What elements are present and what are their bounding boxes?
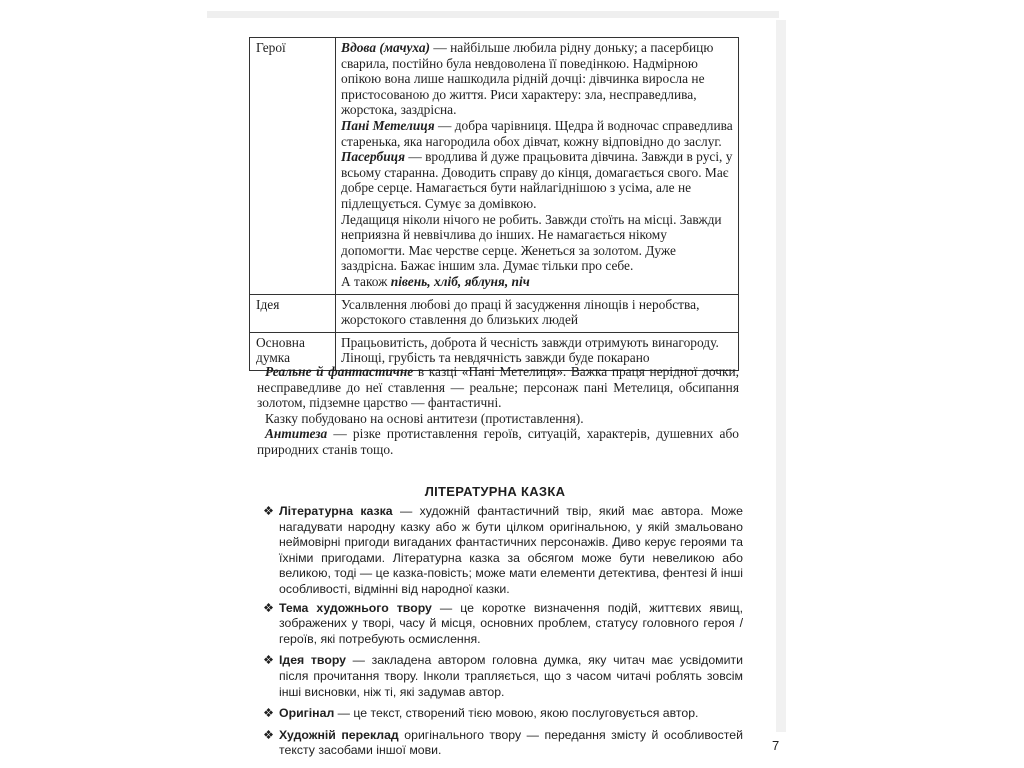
paragraph-2: Казку побудовано на основі антитези (протиставлення). [265, 410, 584, 426]
top-scroll-shadow [207, 11, 779, 18]
hero-text: — добра чарівниця. Щедра й водночас справедлива старенька, яка нагородила обох дівчат, кожну відповідно до заслуг. [341, 117, 733, 149]
definition-text: — закладена автором головна думка, яку читач має усвідомити після прочитання твору. Інколи трапляється, що з часом читачі роблять зовсім інші висновки, ніж ті, які задумав автор. [279, 653, 743, 699]
definition-term: Літературна казка [279, 504, 393, 518]
literary-definitions-list [263, 504, 743, 759]
definition-term: Художній переклад [279, 727, 399, 742]
definition-term: Тема художнього твору [279, 600, 432, 615]
hero-others-list: півень, хліб, яблуня, піч [390, 273, 530, 289]
hero-text: Ледащиця ніколи нічого не робить. Завжди стоїть на місці. Завжди неприязна й неввічлива до інших. Не намагається нікому допомогти. Має черстве серце. Женеться за золотом. Дуже заздрісна. Бажає іншим зла. Думає тільки про себе. [341, 211, 722, 274]
page-number: 7 [772, 738, 780, 753]
paragraph-1 [257, 364, 739, 411]
scrollbar-track[interactable] [776, 20, 786, 732]
diamond-bullet-icon: ❖ [263, 727, 275, 742]
hero-stepmother [341, 40, 734, 118]
idea-text: Усалвлення любові до праці й засудження лінощів і неробства, жорстокого ставлення до близьких людей [336, 294, 739, 332]
paragraph-3 [257, 426, 739, 457]
hero-text: — найбільше любила рідну доньку; а пасербицю сварила, постійно була невдоволена її поведінкою. Надмірною опікою вона лише нашкодила рідній дочці: дівчинка виросла не пристосованою до життя. Риси характеру: зла, несправедлива, жорстока, заздрісна. [341, 40, 714, 118]
heroes-description [336, 38, 739, 295]
hero-name: Пані Метелиця [341, 117, 435, 133]
definition-text: — це текст, створений тією мовою, якою послуговується автор. [334, 706, 699, 721]
hero-others [341, 274, 734, 290]
paragraph-term: Реальне й фантастичне [265, 364, 414, 379]
table-row-heroes [250, 38, 739, 295]
definition-item [263, 653, 743, 700]
diamond-bullet-icon: ❖ [263, 600, 275, 615]
diamond-bullet-icon: ❖ [263, 504, 275, 518]
row-label-idea: Ідея [250, 294, 336, 332]
row-label-heroes: Герої [250, 38, 336, 295]
hero-name: Вдова (мачуха) [341, 40, 430, 55]
definition-text: оригінального твору — передання змісту й особливостей тексту засобами іншої мови. [279, 727, 743, 758]
definition-item [263, 728, 743, 759]
hero-name: Пасербиця [341, 149, 405, 165]
hero-text: — вродлива й дуже працьовита дівчина. Завжди в русі, у всьому старанна. Доводить справу до кінця, домагається свого. Має добре серце. Намагається бути найлагіднішою з усіма, але не підлещується. Сумує за домівкою. [341, 149, 733, 211]
story-analysis-table [249, 37, 739, 371]
table-row-idea [250, 294, 739, 332]
diamond-bullet-icon: ❖ [263, 653, 275, 668]
definition-text: — художній фантастичний твір, який має автора. Може нагадувати народну казку або ж бути цілком оригінальною, у якій змальовано неймовірні пригоди вигаданих фантастичних персонажів. Диво керує героями та їхніми пригодами. Літературна казка за обсягом може бути невеликою або великою, тоді — це казка-повість; може мати елементи детектива, фентезі й інші особливості, відмінні від народної казки. [279, 504, 743, 596]
definition-item [263, 601, 743, 648]
definition-item [263, 504, 743, 598]
definition-term: Оригінал [279, 706, 335, 721]
section-title: ЛІТЕРАТУРНА КАЗКА [424, 484, 566, 499]
definition-text: — це коротке визначення подій, життєвих явищ, зображених у творі, часу й місця, основних проблем, статусу головного героя / героїв, які потребують осмислення. [279, 600, 744, 646]
row-label-main-thought: Основна думка [250, 332, 336, 370]
paragraph-term: Антитеза [265, 426, 328, 442]
real-fantastic-paragraph [257, 364, 739, 458]
diamond-bullet-icon: ❖ [263, 706, 275, 721]
hero-lazy-girl [341, 212, 734, 274]
definition-item [263, 706, 743, 722]
hero-stepdaughter [341, 149, 734, 211]
hero-metelytsia [341, 118, 734, 149]
paragraph-text: в казці «Пані Метелиця». Важка праця нерідної дочки, несправедливе до неї ставлення — реальне; персонаж пані Метелиця, обсипання золотом, підземне царство — фантастичні. [257, 364, 739, 411]
definition-term: Ідея твору [279, 653, 347, 668]
paragraph-text: — різке протиставлення героїв, ситуацій, характерів, душевних або природних станів тощо. [257, 426, 739, 457]
main-thought-text: Працьовитість, доброта й чесність завжди отримують винагороду. Лінощі, грубість та невдячність завжди буде покарано [336, 332, 739, 370]
hero-text: А також [341, 273, 391, 289]
